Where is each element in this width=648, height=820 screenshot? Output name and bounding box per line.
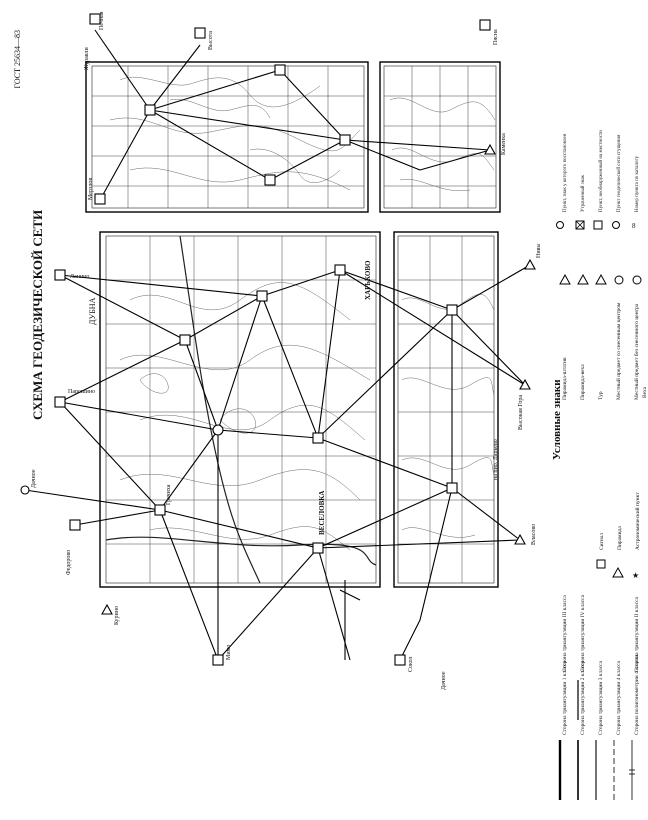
legend-sign-2: Пирамида — [617, 526, 623, 550]
legend-line-1: Сторона триангуляции 1 класса — [562, 660, 568, 735]
legend-line-5: Сторона полигонометрии 4 класса — [634, 654, 640, 735]
place-pischa: Пясна — [493, 29, 499, 45]
place-vysota: Высота — [208, 31, 214, 50]
map-frame-top-right — [380, 62, 500, 212]
place-vysokaya-gora: Высокая Гора — [518, 394, 524, 430]
place-nivy: Нивы — [536, 243, 542, 258]
map-frame-bottom-right — [394, 232, 498, 587]
legend-sign-7: Местный предмет со снесенным центром — [616, 302, 622, 400]
densification-icon — [613, 222, 620, 229]
astro-icon: ★ — [632, 571, 640, 580]
legend-sign-1: Сигнал — [599, 532, 605, 550]
legend-sign-3: Астрономический пункт — [635, 492, 641, 550]
signal-icon — [597, 560, 605, 568]
place-veselovka: ВЕСЕЛОВКА — [318, 490, 326, 535]
place-kurino: Курино — [114, 606, 120, 625]
place-zhuravli: Журавли — [84, 47, 90, 70]
legend-line-4: Сторона триангуляции 4 класса — [616, 660, 622, 735]
legend — [551, 130, 648, 800]
not-found-icon — [594, 221, 602, 229]
place-kamenka: Каменка — [501, 133, 507, 155]
pyramid-stand-icon — [560, 275, 570, 284]
place-dachnoe-2: Дачное — [441, 671, 447, 690]
place-dachnoe: Дачное — [31, 469, 37, 488]
place-vlasovo: Власово — [531, 523, 537, 545]
legend-note-4: Пункт геодезической сети сгущения — [617, 134, 622, 212]
legend-note-2: Утраченный знак — [581, 175, 586, 212]
legend-note-3: Пункт, необнаруженный на местности — [599, 130, 604, 212]
header-labels — [13, 11, 542, 690]
legend-note-1: Пункт, знак у которого восстановлен — [563, 133, 568, 212]
place-dubna: ДУБНА — [88, 297, 97, 325]
place-merzlo: Мерзлов — [88, 177, 94, 200]
legend-line-7: Сторона триангуляции IV класса — [580, 594, 586, 672]
place-fedorovo: Федорово — [66, 549, 72, 575]
page-title: СХЕМА ГЕОДЕЗИЧЕСКОЙ СЕТИ — [30, 209, 45, 420]
legend-sign-9: Веха — [642, 386, 648, 398]
place-grechikha: Гречиха — [166, 484, 172, 505]
place-mimo: Мимо — [226, 644, 232, 660]
legend-line-2: Сторона триангуляции 2 класса — [580, 660, 586, 735]
legend-sign-8: Местный предмет без снесенного центра — [634, 303, 640, 400]
legend-sign-6: Тур — [598, 391, 604, 400]
station-markers — [21, 14, 535, 665]
legend-sign-5: Пирамида-веха — [580, 364, 586, 400]
legend-note-5: Номер пункта по каталогу — [635, 155, 640, 212]
gost-number: ГОСТ 25634—83 — [13, 30, 22, 89]
place-sokol: Сокол — [408, 656, 414, 672]
pyramid-icon — [613, 568, 623, 577]
restored-icon — [557, 222, 564, 229]
catalog-number-icon: 8 — [632, 222, 636, 230]
triangulation-network — [25, 30, 530, 660]
tour-icon — [596, 275, 606, 284]
place-harkovo: ХАРЬКОВО — [364, 260, 372, 300]
pyramid-pole-icon — [578, 275, 588, 284]
legend-sign-4: Пирамида-штатив — [562, 357, 568, 400]
place-paroshino: Парошино — [68, 389, 96, 395]
place-lanino: Ланино — [70, 274, 90, 280]
place-na-izhk: на пир. Дарьево — [493, 439, 499, 480]
local-object-2-icon — [633, 276, 641, 284]
legend-line-8: Сторона триангуляции II класса — [634, 596, 640, 672]
legend-line-6: Сторона триангуляции III класса — [562, 595, 568, 672]
legend-title: Условные знаки — [551, 379, 563, 460]
legend-line-3: Сторона триангуляции 3 класса — [598, 660, 604, 735]
local-object-icon — [615, 276, 623, 284]
place-pechnaya: Печная — [99, 11, 105, 30]
